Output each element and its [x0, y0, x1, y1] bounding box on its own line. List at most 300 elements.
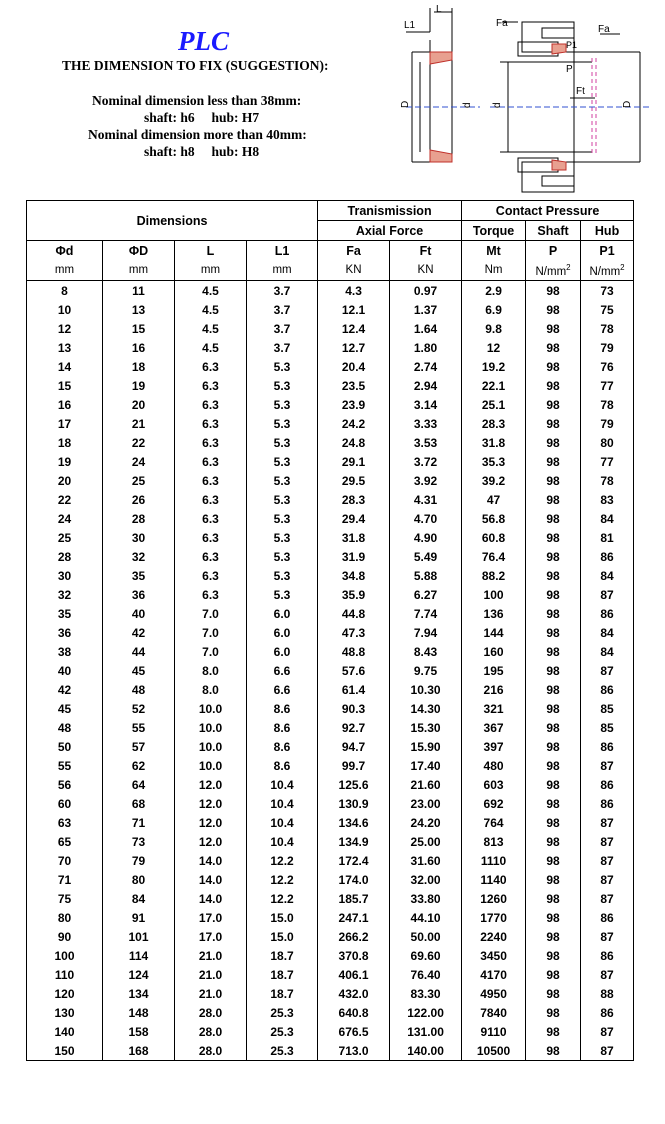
table-row [27, 699, 634, 718]
table-cell: 6.3 [175, 528, 247, 547]
label-Fa: Fa [496, 18, 508, 29]
table-cell: 87 [581, 756, 634, 775]
unit-cell: Nm [462, 260, 526, 281]
table-cell: 98 [526, 1022, 581, 1041]
table-cell: 14.0 [175, 889, 247, 908]
label-Ft: Ft [576, 86, 585, 97]
table-cell: 0.97 [390, 281, 462, 301]
table-cell: 88.2 [462, 566, 526, 585]
table-cell: 5.3 [247, 509, 318, 528]
table-cell: 78 [581, 471, 634, 490]
table-cell: 12.0 [175, 794, 247, 813]
table-cell: 57.6 [318, 661, 390, 680]
unit-cell: mm [175, 260, 247, 281]
table-cell: 4.5 [175, 281, 247, 301]
table-cell: 3.7 [247, 338, 318, 357]
column-header: P [526, 241, 581, 261]
table-cell: 98 [526, 300, 581, 319]
table-cell: 23.00 [390, 794, 462, 813]
table-cell: 397 [462, 737, 526, 756]
table-cell: 68 [103, 794, 175, 813]
table-cell: 247.1 [318, 908, 390, 927]
ring-top-left [430, 52, 452, 64]
table-cell: 1260 [462, 889, 526, 908]
table-cell: 31.8 [462, 433, 526, 452]
table-cell: 26 [103, 490, 175, 509]
table-cell: 98 [526, 851, 581, 870]
table-cell: 8.0 [175, 680, 247, 699]
table-row [27, 414, 634, 433]
table-cell: 76.40 [390, 965, 462, 984]
table-cell: 75 [581, 300, 634, 319]
table-cell: 90 [27, 927, 103, 946]
label-P1: P1 [566, 40, 578, 50]
table-cell: 18 [27, 433, 103, 452]
table-cell: 98 [526, 661, 581, 680]
table-cell: 5.3 [247, 490, 318, 509]
dimensions-table [26, 200, 634, 1061]
table-cell: 140.00 [390, 1041, 462, 1061]
table-cell: 101 [103, 927, 175, 946]
table-cell: 1770 [462, 908, 526, 927]
table-cell: 5.3 [247, 395, 318, 414]
table-cell: 25.3 [247, 1041, 318, 1061]
table-cell: 7.94 [390, 623, 462, 642]
table-cell: 8.6 [247, 699, 318, 718]
table-cell: 131.00 [390, 1022, 462, 1041]
table-cell: 4170 [462, 965, 526, 984]
table-cell: 4.3 [318, 281, 390, 301]
table-cell: 29.5 [318, 471, 390, 490]
subgroup-hub: Hub [581, 221, 634, 241]
table-cell: 86 [581, 908, 634, 927]
table-cell: 1110 [462, 851, 526, 870]
table-row [27, 1003, 634, 1022]
subgroup-axial-force: Axial Force [318, 221, 462, 241]
table-cell: 23.9 [318, 395, 390, 414]
table-cell: 18.7 [247, 946, 318, 965]
table-cell: 122.00 [390, 1003, 462, 1022]
table-cell: 7.0 [175, 604, 247, 623]
table-row [27, 319, 634, 338]
table-cell: 69.60 [390, 946, 462, 965]
table-row [27, 471, 634, 490]
table-cell: 6.3 [175, 452, 247, 471]
table-cell: 65 [27, 832, 103, 851]
table-cell: 18.7 [247, 984, 318, 1003]
table-cell: 10.0 [175, 699, 247, 718]
table-cell: 7840 [462, 1003, 526, 1022]
table-cell: 8.6 [247, 737, 318, 756]
table-row [27, 509, 634, 528]
table-cell: 18.7 [247, 965, 318, 984]
table-cell: 130.9 [318, 794, 390, 813]
table-cell: 84 [581, 642, 634, 661]
table-cell: 98 [526, 1003, 581, 1022]
table-row [27, 623, 634, 642]
table-cell: 44.10 [390, 908, 462, 927]
table-cell: 266.2 [318, 927, 390, 946]
table-cell: 321 [462, 699, 526, 718]
table-cell: 10.4 [247, 832, 318, 851]
table-cell: 86 [581, 547, 634, 566]
table-cell: 1.80 [390, 338, 462, 357]
table-cell: 86 [581, 794, 634, 813]
table-cell: 1140 [462, 870, 526, 889]
table-cell: 3.7 [247, 281, 318, 301]
table-cell: 77 [581, 452, 634, 471]
table-cell: 10.0 [175, 756, 247, 775]
table-cell: 25 [27, 528, 103, 547]
table-cell: 36 [103, 585, 175, 604]
table-cell: 98 [526, 338, 581, 357]
table-cell: 15.0 [247, 908, 318, 927]
unit-cell: KN [390, 260, 462, 281]
table-cell: 5.3 [247, 566, 318, 585]
table-cell: 5.3 [247, 471, 318, 490]
table-cell: 6.0 [247, 623, 318, 642]
table-cell: 16 [27, 395, 103, 414]
label-L1: L1 [404, 20, 416, 31]
table-cell: 94.7 [318, 737, 390, 756]
table-cell: 21.0 [175, 984, 247, 1003]
table-cell: 71 [27, 870, 103, 889]
table-cell: 98 [526, 1041, 581, 1061]
table-row [27, 281, 634, 301]
table-cell: 2.74 [390, 357, 462, 376]
unit-cell: mm [247, 260, 318, 281]
table-cell: 80 [27, 908, 103, 927]
table-cell: 5.3 [247, 585, 318, 604]
table-cell: 28.0 [175, 1003, 247, 1022]
table-cell: 3.7 [247, 300, 318, 319]
table-cell: 4950 [462, 984, 526, 1003]
table-cell: 6.3 [175, 566, 247, 585]
table-cell: 70 [27, 851, 103, 870]
table-cell: 98 [526, 737, 581, 756]
table-cell: 98 [526, 471, 581, 490]
table-cell: 5.3 [247, 414, 318, 433]
table-cell: 6.3 [175, 490, 247, 509]
table-cell: 30 [27, 566, 103, 585]
table-row [27, 395, 634, 414]
table-cell: 48.8 [318, 642, 390, 661]
table-cell: 6.6 [247, 680, 318, 699]
label-D-right: D [622, 100, 633, 108]
table-cell: 98 [526, 984, 581, 1003]
table-cell: 85 [581, 718, 634, 737]
table-cell: 24.2 [318, 414, 390, 433]
table-cell: 21.0 [175, 965, 247, 984]
table-cell: 24.8 [318, 433, 390, 452]
table-cell: 3.72 [390, 452, 462, 471]
table-row [27, 452, 634, 471]
table-cell: 5.3 [247, 433, 318, 452]
table-cell: 130 [27, 1003, 103, 1022]
table-row [27, 718, 634, 737]
header [0, 0, 665, 200]
table-cell: 367 [462, 718, 526, 737]
table-cell: 10.4 [247, 813, 318, 832]
table-cell: 87 [581, 661, 634, 680]
table-cell: 78 [581, 395, 634, 414]
table-row [27, 300, 634, 319]
table-cell: 32.00 [390, 870, 462, 889]
table-cell: 3.92 [390, 471, 462, 490]
table-cell: 5.3 [247, 547, 318, 566]
group-contact-pressure: Contact Pressure [462, 201, 634, 221]
table-cell: 480 [462, 756, 526, 775]
table-cell: 25 [103, 471, 175, 490]
unit-cell: KN [318, 260, 390, 281]
table-cell: 87 [581, 585, 634, 604]
table-cell: 84 [103, 889, 175, 908]
table-cell: 86 [581, 775, 634, 794]
table-cell: 18 [103, 357, 175, 376]
table-cell: 25.1 [462, 395, 526, 414]
table-cell: 44 [103, 642, 175, 661]
table-cell: 12.7 [318, 338, 390, 357]
table-row [27, 794, 634, 813]
group-transmission: Tranismission [318, 201, 462, 221]
table-cell: 7.0 [175, 623, 247, 642]
column-header: Ft [390, 241, 462, 261]
table-cell: 19.2 [462, 357, 526, 376]
table-cell: 150 [27, 1041, 103, 1061]
table-row [27, 433, 634, 452]
table-cell: 80 [103, 870, 175, 889]
table-cell: 34.8 [318, 566, 390, 585]
note-line-2: shaft: h6 hub: H7 [144, 110, 260, 125]
table-cell: 87 [581, 851, 634, 870]
table-row [27, 946, 634, 965]
table-cell: 12 [462, 338, 526, 357]
table-cell: 603 [462, 775, 526, 794]
table-cell: 4.5 [175, 338, 247, 357]
table-cell: 44.8 [318, 604, 390, 623]
table-cell: 98 [526, 395, 581, 414]
table-cell: 98 [526, 490, 581, 509]
table-cell: 35.3 [462, 452, 526, 471]
table-cell: 33.80 [390, 889, 462, 908]
table-cell: 6.3 [175, 414, 247, 433]
table-cell: 98 [526, 718, 581, 737]
table-cell: 9.8 [462, 319, 526, 338]
table-cell: 174.0 [318, 870, 390, 889]
table-cell: 9.75 [390, 661, 462, 680]
table-cell: 24.20 [390, 813, 462, 832]
table-cell: 5.49 [390, 547, 462, 566]
table-cell: 98 [526, 319, 581, 338]
left-section [406, 8, 452, 162]
bolt-bottom [542, 176, 574, 186]
table-cell: 84 [581, 623, 634, 642]
table-cell: 10.4 [247, 775, 318, 794]
table-row [27, 1041, 634, 1061]
table-cell: 370.8 [318, 946, 390, 965]
table-cell: 17.0 [175, 908, 247, 927]
table-cell: 98 [526, 585, 581, 604]
ring-top-right [552, 44, 566, 54]
table-cell: 31.9 [318, 547, 390, 566]
table-cell: 38 [27, 642, 103, 661]
table-cell: 98 [526, 566, 581, 585]
table-cell: 144 [462, 623, 526, 642]
column-header: Mt [462, 241, 526, 261]
table-cell: 40 [27, 661, 103, 680]
table-cell: 55 [103, 718, 175, 737]
table-cell: 21.0 [175, 946, 247, 965]
table-row [27, 889, 634, 908]
label-D-left: D [400, 100, 411, 108]
table-cell: 40 [103, 604, 175, 623]
table-cell: 25.3 [247, 1022, 318, 1041]
table-cell: 8.6 [247, 756, 318, 775]
table-cell: 45 [27, 699, 103, 718]
table-cell: 15 [103, 319, 175, 338]
table-cell: 17.40 [390, 756, 462, 775]
table-cell: 8.43 [390, 642, 462, 661]
table-cell: 6.9 [462, 300, 526, 319]
table-cell: 87 [581, 889, 634, 908]
table-cell: 35 [103, 566, 175, 585]
table-cell: 140 [27, 1022, 103, 1041]
table-cell: 98 [526, 699, 581, 718]
table-cell: 98 [526, 547, 581, 566]
table-cell: 48 [103, 680, 175, 699]
table-cell: 10.4 [247, 794, 318, 813]
table-cell: 28 [27, 547, 103, 566]
table-cell: 764 [462, 813, 526, 832]
table-cell: 17.0 [175, 927, 247, 946]
table-cell: 7.74 [390, 604, 462, 623]
table-cell: 1.64 [390, 319, 462, 338]
table-cell: 98 [526, 433, 581, 452]
table-cell: 4.5 [175, 300, 247, 319]
table-row [27, 965, 634, 984]
table-cell: 125.6 [318, 775, 390, 794]
table-row [27, 642, 634, 661]
table-cell: 32 [103, 547, 175, 566]
table-cell: 6.3 [175, 357, 247, 376]
table-cell: 6.3 [175, 547, 247, 566]
table-cell: 79 [103, 851, 175, 870]
column-header: L [175, 241, 247, 261]
table-cell: 90.3 [318, 699, 390, 718]
table-cell: 6.3 [175, 376, 247, 395]
table-cell: 86 [581, 946, 634, 965]
table-cell: 14.30 [390, 699, 462, 718]
table-row [27, 813, 634, 832]
table-cell: 713.0 [318, 1041, 390, 1061]
table-cell: 98 [526, 794, 581, 813]
table-cell: 88 [581, 984, 634, 1003]
table-cell: 84 [581, 509, 634, 528]
table-cell: 32 [27, 585, 103, 604]
label-P: P [566, 64, 573, 75]
table-cell: 9110 [462, 1022, 526, 1041]
table-row [27, 908, 634, 927]
table-cell: 98 [526, 813, 581, 832]
table-row [27, 338, 634, 357]
table-row [27, 566, 634, 585]
table-cell: 12.2 [247, 851, 318, 870]
table-cell: 98 [526, 604, 581, 623]
table-cell: 3.53 [390, 433, 462, 452]
table-cell: 24 [27, 509, 103, 528]
table-cell: 12.2 [247, 889, 318, 908]
table-cell: 36 [27, 623, 103, 642]
table-cell: 5.3 [247, 376, 318, 395]
table-cell: 35 [27, 604, 103, 623]
table-cell: 6.3 [175, 433, 247, 452]
table-cell: 134.6 [318, 813, 390, 832]
table-cell: 87 [581, 965, 634, 984]
table-cell: 4.90 [390, 528, 462, 547]
table-cell: 98 [526, 680, 581, 699]
table-cell: 6.3 [175, 585, 247, 604]
table-cell: 20.4 [318, 357, 390, 376]
table-row [27, 661, 634, 680]
table-cell: 92.7 [318, 718, 390, 737]
table-cell: 87 [581, 1022, 634, 1041]
table-cell: 21.60 [390, 775, 462, 794]
table-cell: 14 [27, 357, 103, 376]
table-cell: 12 [27, 319, 103, 338]
table-cell: 56 [27, 775, 103, 794]
table-cell: 20 [27, 471, 103, 490]
unit-cell: $N/mm^2$ [526, 260, 581, 281]
table-row [27, 737, 634, 756]
table-cell: 63 [27, 813, 103, 832]
table-cell: 13 [103, 300, 175, 319]
table-cell: 692 [462, 794, 526, 813]
table-cell: 73 [103, 832, 175, 851]
table-cell: 148 [103, 1003, 175, 1022]
table-cell: 60.8 [462, 528, 526, 547]
table-cell: 23.5 [318, 376, 390, 395]
table-cell: 85 [581, 699, 634, 718]
table-cell: 16 [103, 338, 175, 357]
table-cell: 406.1 [318, 965, 390, 984]
table-cell: 80 [581, 433, 634, 452]
table-cell: 79 [581, 338, 634, 357]
table-cell: 98 [526, 281, 581, 301]
technical-diagram [390, 2, 655, 198]
table-cell: 35.9 [318, 585, 390, 604]
table-cell: 15.0 [247, 927, 318, 946]
table-cell: 813 [462, 832, 526, 851]
table-cell: 134.9 [318, 832, 390, 851]
table-cell: 12.0 [175, 775, 247, 794]
table-cell: 2240 [462, 927, 526, 946]
label-Fa2: Fa [598, 24, 610, 35]
unit-cell: mm [103, 260, 175, 281]
table-cell: 6.0 [247, 604, 318, 623]
table-cell: 14.0 [175, 870, 247, 889]
table-cell: 29.1 [318, 452, 390, 471]
table-cell: 99.7 [318, 756, 390, 775]
table-cell: 5.3 [247, 357, 318, 376]
table-cell: 8 [27, 281, 103, 301]
table-cell: 20 [103, 395, 175, 414]
label-d-left: d [462, 102, 473, 108]
table-cell: 12.0 [175, 832, 247, 851]
table-cell: 124 [103, 965, 175, 984]
table-cell: 76 [581, 357, 634, 376]
table-cell: 48 [27, 718, 103, 737]
table-cell: 75 [27, 889, 103, 908]
